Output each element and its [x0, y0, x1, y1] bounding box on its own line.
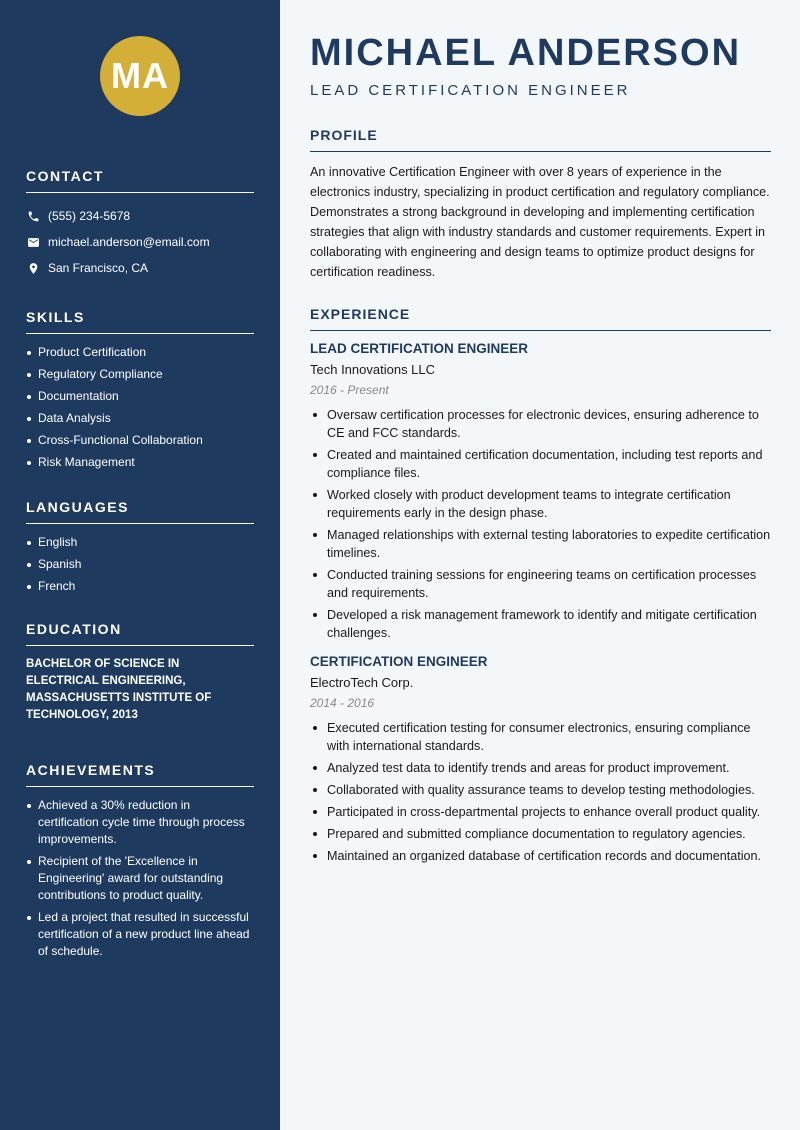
- job-entry: [310, 341, 771, 642]
- list-item: Cross-Functional Collaboration: [26, 432, 254, 449]
- main-content: [280, 0, 800, 1130]
- list-item: Data Analysis: [26, 410, 254, 427]
- email-icon: [26, 235, 40, 249]
- list-item: Regulatory Compliance: [26, 366, 254, 383]
- list-item: Achieved a 30% reduction in certification cycle time through process improvements.: [26, 797, 254, 848]
- list-item: English: [26, 534, 254, 551]
- avatar-initials: MA: [111, 55, 169, 96]
- sidebar: [0, 0, 280, 1130]
- languages-title: LANGUAGES: [26, 499, 254, 524]
- contact-email: [26, 229, 254, 255]
- list-item: Created and maintained certification documentation, including test reports and compliance files.: [310, 446, 771, 482]
- education-title: EDUCATION: [26, 621, 254, 646]
- company-name: ElectroTech Corp.: [310, 675, 414, 690]
- list-item: French: [26, 578, 254, 595]
- list-item: Executed certification testing for consumer electronics, ensuring compliance with international standards.: [310, 719, 771, 755]
- profile-text: An innovative Certification Engineer with over 8 years of experience in the electronics industry, specializing in product certification and regulatory compliance. Demonstrates a strong background in developing and implementing certification strategies that align with industry standards and customer requirements. Expert in collaborating with engineering and design teams to optimize product designs for certification readiness.: [310, 165, 770, 279]
- job-role: LEAD CERTIFICATION ENGINEER: [310, 82, 631, 99]
- contact-location-text: San Francisco, CA: [48, 261, 149, 275]
- list-item: Analyzed test data to identify trends and areas for product improvement.: [310, 759, 771, 777]
- job-dates: 2014 - 2016: [310, 696, 375, 710]
- list-item: Maintained an organized database of certification records and documentation.: [310, 847, 771, 865]
- contact-email-text[interactable]: michael.anderson@email.com: [48, 235, 210, 249]
- phone-icon: [26, 209, 40, 223]
- education-degree: BACHELOR OF SCIENCE IN ELECTRICAL ENGINEERING, MASSACHUSETTS INSTITUTE OF TECHNOLOGY, 2013: [26, 658, 212, 721]
- list-item: Participated in cross-departmental projects to enhance overall product quality.: [310, 803, 771, 821]
- list-item: Spanish: [26, 556, 254, 573]
- list-item: Oversaw certification processes for electronic devices, ensuring adherence to CE and FCC standards.: [310, 406, 771, 442]
- contact-section: [26, 168, 254, 281]
- list-item: Managed relationships with external testing laboratories to expedite certification timelines.: [310, 526, 771, 562]
- education-section: [26, 621, 254, 724]
- list-item: Conducted training sessions for engineering teams on certification processes and requirements.: [310, 566, 771, 602]
- list-item: Collaborated with quality assurance teams to develop testing methodologies.: [310, 781, 771, 799]
- duties-list: [310, 406, 771, 642]
- skills-list: [26, 344, 254, 471]
- profile-title: PROFILE: [310, 127, 771, 152]
- experience-section: [310, 306, 771, 865]
- skills-section: [26, 309, 254, 471]
- job-entry: [310, 654, 771, 865]
- profile-section: [310, 127, 771, 282]
- location-pin-icon: [26, 261, 40, 275]
- skills-title: SKILLS: [26, 309, 254, 334]
- experience-title: EXPERIENCE: [310, 306, 771, 331]
- languages-section: [26, 499, 254, 595]
- page-title: MICHAEL ANDERSON: [310, 32, 742, 74]
- list-item: Worked closely with product development teams to integrate certification requirements early in the design phase.: [310, 486, 771, 522]
- list-item: Documentation: [26, 388, 254, 405]
- achievements-section: [26, 762, 254, 960]
- company-name: Tech Innovations LLC: [310, 362, 436, 377]
- contact-phone: [26, 203, 254, 229]
- job-title: LEAD CERTIFICATION ENGINEER: [310, 341, 529, 356]
- list-item: Risk Management: [26, 454, 254, 471]
- list-item: Led a project that resulted in successful certification of a new product line ahead of schedule.: [26, 909, 254, 960]
- avatar: [100, 36, 180, 116]
- contact-location: [26, 255, 254, 281]
- duties-list: [310, 719, 771, 865]
- contact-title: CONTACT: [26, 168, 254, 193]
- languages-list: [26, 534, 254, 595]
- list-item: Developed a risk management framework to identify and mitigate certification challenges.: [310, 606, 771, 642]
- job-dates: 2016 - Present: [310, 383, 389, 397]
- list-item: Recipient of the 'Excellence in Engineering' award for outstanding contributions to product quality.: [26, 853, 254, 904]
- achievements-title: ACHIEVEMENTS: [26, 762, 254, 787]
- contact-phone-text[interactable]: (555) 234-5678: [48, 209, 131, 223]
- achievements-list: [26, 797, 254, 960]
- list-item: Prepared and submitted compliance documentation to regulatory agencies.: [310, 825, 771, 843]
- job-title: CERTIFICATION ENGINEER: [310, 654, 488, 669]
- list-item: Product Certification: [26, 344, 254, 361]
